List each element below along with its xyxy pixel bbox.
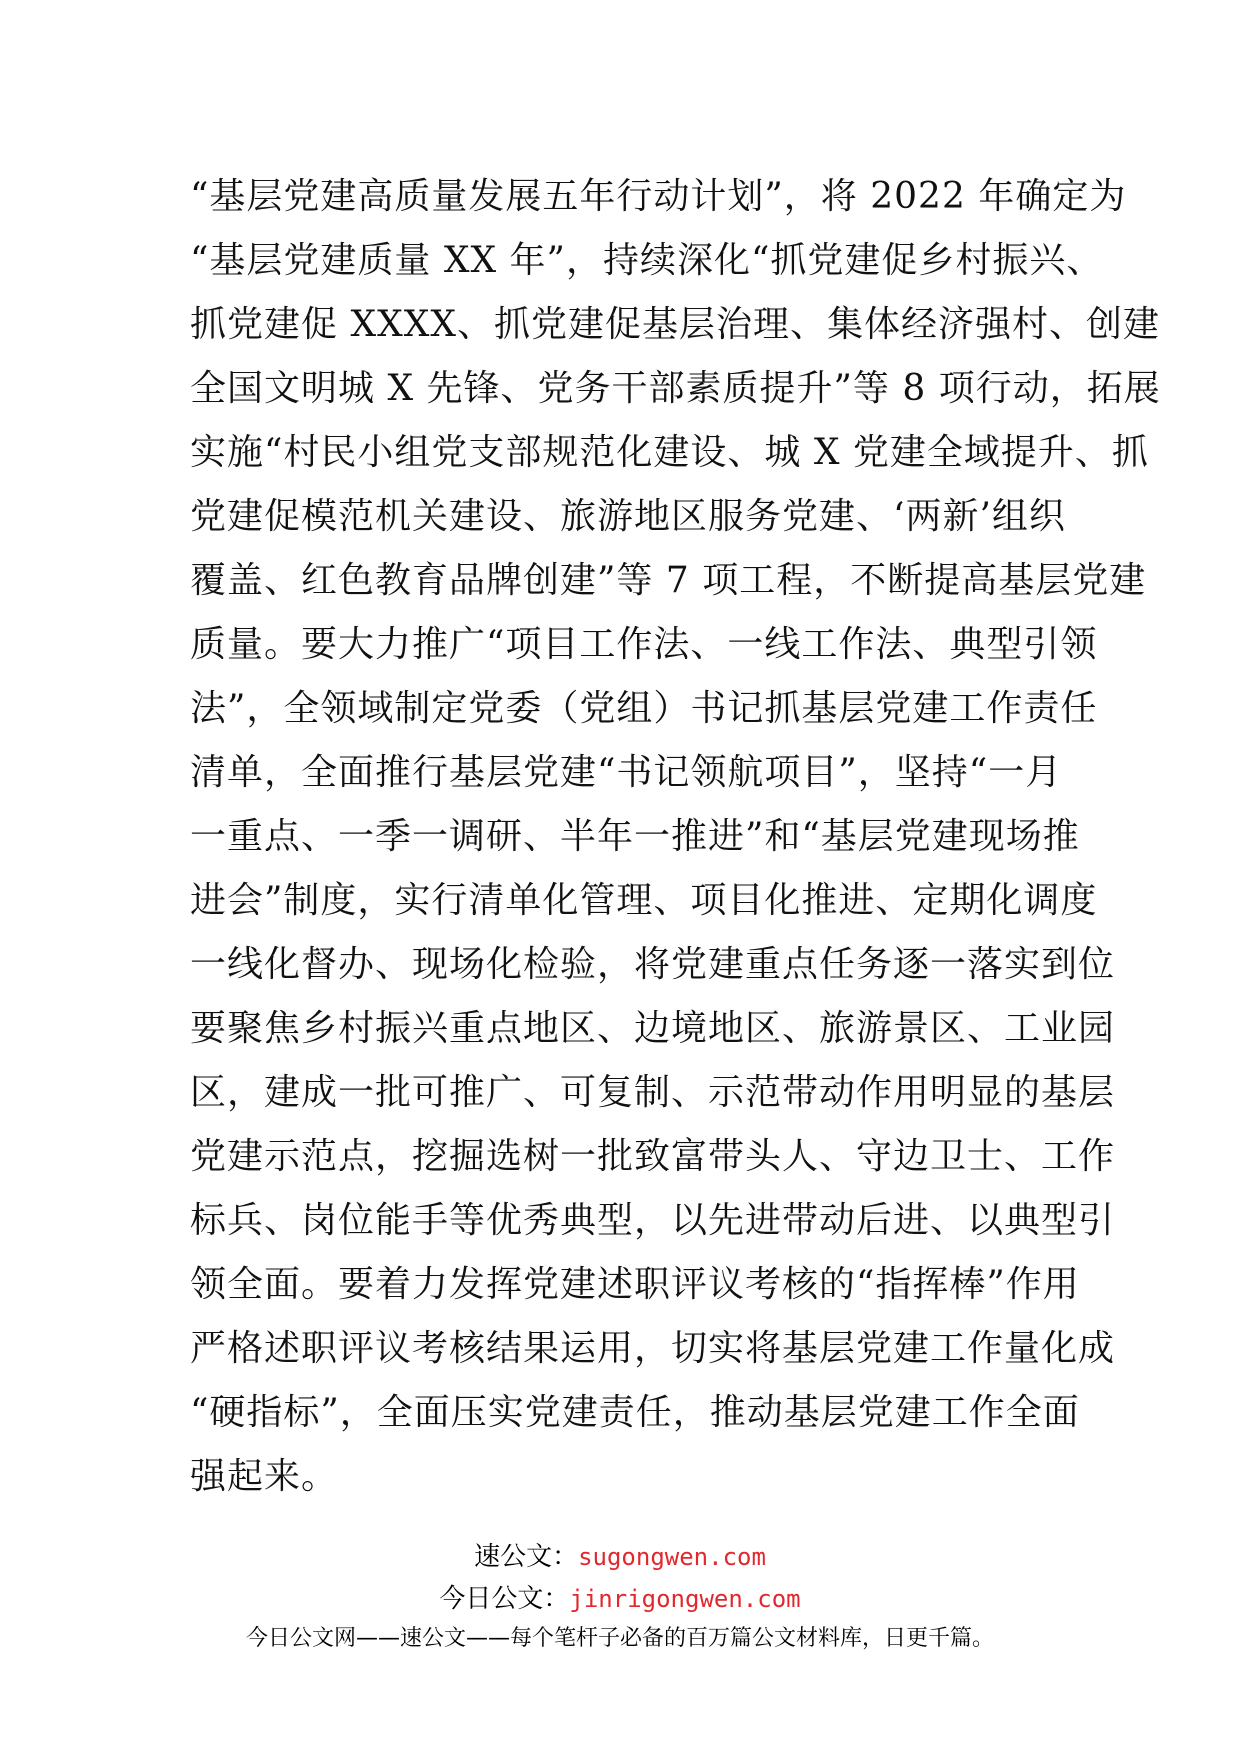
footer-tagline: [0, 1624, 1240, 1654]
text-line: 严格述职评议考核结果运用，切实将基层党建工作量化成: [190, 1328, 1116, 1369]
text-line: 标兵、岗位能手等优秀典型，以先进带动后进、以典型引: [190, 1200, 1116, 1241]
text-line: 全国文明城 X 先锋、党务干部素质提升”等 8 项行动，拓展: [190, 368, 1161, 409]
text-line: 党建示范点，挖掘选树一批致富带头人、守边卫士、工作: [190, 1136, 1116, 1177]
text-line: 一线化督办、现场化检验，将党建重点任务逐一落实到位: [190, 944, 1116, 985]
text-line: 强起来。: [190, 1456, 339, 1497]
text-line: 党建促模范机关建设、旅游地区服务党建、‘两新’组织: [190, 496, 1066, 537]
site1-label: 速公文：: [474, 1542, 579, 1572]
text-line: “硬指标”，全面压实党建责任，推动基层党建工作全面: [190, 1392, 1080, 1433]
site1-link[interactable]: sugongwen.com: [578, 1543, 766, 1571]
text-line: 抓党建促 XXXX、抓党建促基层治理、集体经济强村、创建: [190, 304, 1160, 345]
site2-link[interactable]: jinrigongwen.com: [569, 1585, 801, 1613]
site2-label: 今日公文：: [439, 1584, 570, 1614]
footer-site2: [0, 1582, 1240, 1616]
text-line: 领全面。要着力发挥党建述职评议考核的“指挥棒”作用: [190, 1264, 1080, 1305]
text-line: 质量。要大力推广“项目工作法、一线工作法、典型引领: [190, 624, 1098, 665]
text-line: 区，建成一批可推广、可复制、示范带动作用明显的基层: [190, 1072, 1116, 1113]
text-line: 要聚焦乡村振兴重点地区、边境地区、旅游景区、工业园: [190, 1008, 1116, 1049]
text-line: 进会”制度，实行清单化管理、项目化推进、定期化调度: [190, 880, 1098, 921]
tagline-text: 今日公文网——速公文——每个笔杆子必备的百万篇公文材料库，日更千篇。: [245, 1626, 994, 1651]
footer-site1: [0, 1540, 1240, 1574]
text-line: 实施“村民小组党支部规范化建设、城 X 党建全域提升、抓: [190, 432, 1149, 473]
text-line: “基层党建高质量发展五年行动计划”，将 2022 年确定为: [190, 176, 1127, 217]
text-line: 清单，全面推行基层党建“书记领航项目”，坚持“一月: [190, 752, 1063, 793]
document-body: [190, 165, 1161, 1509]
text-line: 法”，全领域制定党委（党组）书记抓基层党建工作责任: [190, 688, 1098, 729]
text-line: 一重点、一季一调研、半年一推进”和“基层党建现场推: [190, 816, 1080, 857]
text-line: “基层党建质量 XX 年”，持续深化“抓党建促乡村振兴、: [190, 240, 1104, 281]
text-line: 覆盖、红色教育品牌创建”等 7 项工程，不断提高基层党建: [190, 560, 1147, 601]
